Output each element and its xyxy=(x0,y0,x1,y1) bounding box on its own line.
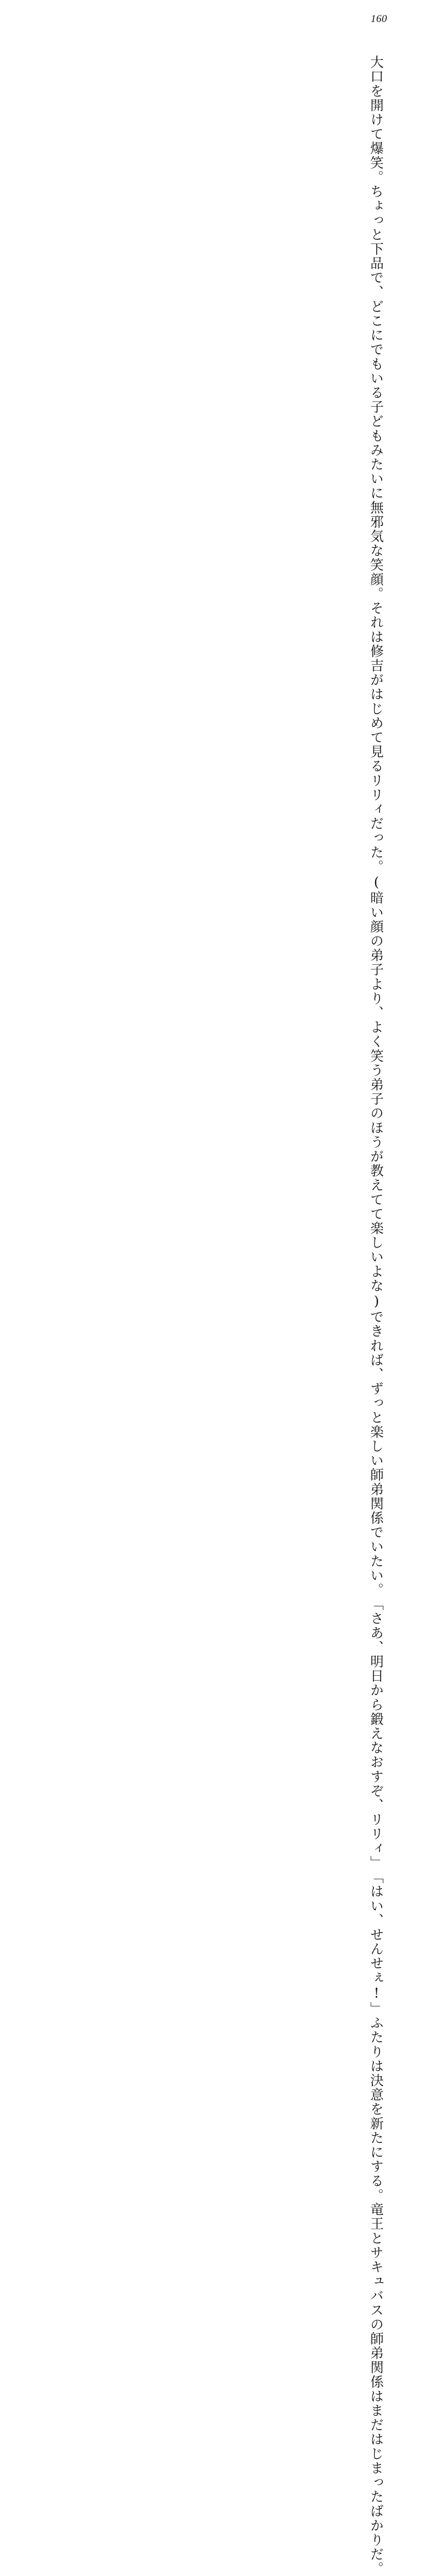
text-line: それは修吉がはじめて見るリリィだった。 xyxy=(369,600,384,874)
body-text-block xyxy=(48,55,389,2576)
text-line: 「はい、せんせぇ!」 xyxy=(369,1869,384,2016)
page-number: 160 xyxy=(371,13,387,25)
text-line: (暗い顔の弟子より、よく笑う弟子のほうが教えてて楽しいよな) xyxy=(369,873,384,1310)
text-line: 大口を開けて爆笑。 xyxy=(369,55,384,184)
text-line: できれば、ずっと楽しい師弟関係でいたい。 xyxy=(369,1309,384,1597)
text-line: 竜王とサキュバスの師弟関係はまだはじまったばかりだ。 xyxy=(369,2202,384,2576)
text-line: ふたりは決意を新たにする。 xyxy=(369,2016,384,2203)
text-line: 「さあ、明日から鍛えなおすぞ、リリィ」 xyxy=(369,1596,384,1870)
text-line: ちょっと下品で、どこにでもいる子どもみたいに無邪気な笑顔。 xyxy=(369,184,384,601)
